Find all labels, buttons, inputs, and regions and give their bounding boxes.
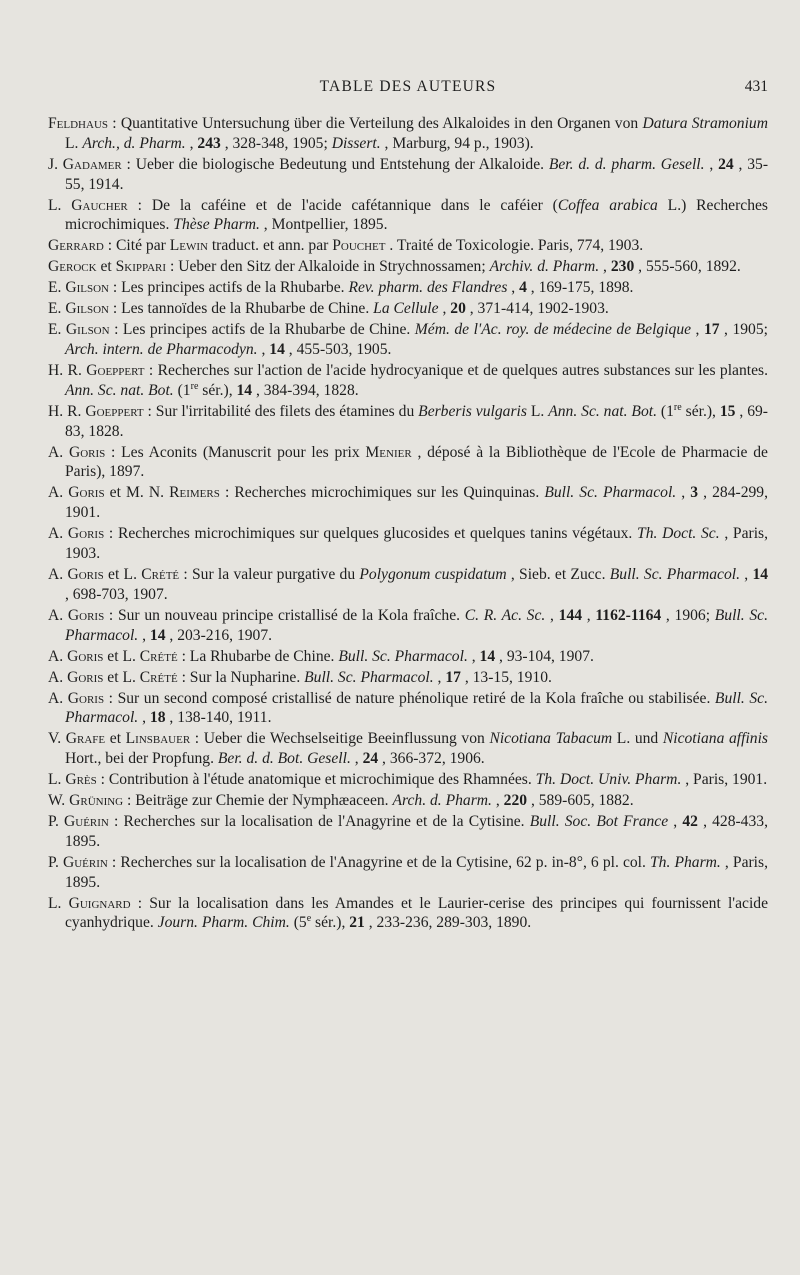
text: et L. bbox=[103, 668, 140, 686]
bibliography-entry bbox=[48, 114, 768, 154]
italic-text: Bull. Sc. Pharmacol. bbox=[338, 647, 468, 665]
author-name: Goris bbox=[67, 565, 104, 583]
text: , 233-236, 289-303, 1890. bbox=[364, 914, 532, 932]
bibliography-entry bbox=[48, 770, 768, 790]
text: : Recherches sur la localisation de l'Anagyrine et de la Cytisine. bbox=[108, 813, 530, 831]
text: : Cité par bbox=[103, 237, 170, 255]
text: (1 bbox=[657, 402, 674, 420]
author-name: Goris bbox=[67, 668, 104, 686]
bibliography-entry bbox=[48, 483, 768, 523]
text: , 13-15, 1910. bbox=[460, 668, 552, 686]
italic-text: Polygonum cuspidatum bbox=[359, 565, 507, 583]
bibliography-entry bbox=[48, 299, 768, 319]
italic-text: Th. Pharm. bbox=[650, 853, 721, 871]
text: , bbox=[691, 321, 704, 339]
text: : Recherches microchimiques sur quelques glucosides et quelques tanins végétaux. bbox=[104, 525, 638, 543]
text: , bbox=[467, 647, 480, 665]
text: : Ueber die Wechselseitige Beeinflussung von bbox=[190, 730, 490, 748]
bibliography-entry bbox=[48, 812, 768, 852]
italic-text: Rev. pharm. des Flandres bbox=[348, 279, 508, 297]
text: : De la caféine et de l'acide cafétannique dans le caféier ( bbox=[127, 196, 558, 214]
bibliography-entry bbox=[48, 729, 768, 769]
author-name: Gilson bbox=[65, 300, 109, 318]
text: Hort., bei der Propfung. bbox=[65, 750, 218, 768]
text: : Beiträge zur Chemie der Nymphæaceen. bbox=[123, 792, 393, 810]
text: A. bbox=[48, 606, 68, 624]
bibliography-entry bbox=[48, 894, 768, 934]
volume-number: 14 bbox=[269, 341, 285, 359]
text: : Sur un second composé cristallisé de nature phénolique retiré de la Kola fraîche ou stabilisée. bbox=[104, 689, 715, 707]
text: , déposé à la Bibliothèque de l'Ecole de Pharmacie de Paris), 1897. bbox=[65, 443, 768, 481]
text: L. bbox=[48, 196, 72, 214]
text: , 555-560, 1892. bbox=[634, 258, 741, 276]
italic-text: Bull. Soc. Bot France bbox=[529, 813, 669, 831]
text: , 455-503, 1905. bbox=[284, 341, 392, 359]
italic-text: Bull. Sc. Pharmacol. bbox=[65, 689, 769, 727]
text: L.) Recherches microchimiques. bbox=[65, 196, 768, 234]
author-name: Gilson bbox=[65, 321, 110, 339]
text: et L. bbox=[103, 647, 140, 665]
author-name: Goris bbox=[68, 443, 106, 461]
text: , 1906; bbox=[661, 606, 715, 624]
author-name: Grüning bbox=[69, 792, 124, 810]
volume-number: 42 bbox=[682, 813, 698, 831]
italic-text: Nicotiana affinis bbox=[662, 730, 768, 748]
page-header bbox=[48, 78, 768, 100]
volume-number: 21 bbox=[349, 914, 365, 932]
text: , 698-703, 1907. bbox=[65, 585, 168, 603]
text: J. bbox=[48, 155, 63, 173]
author-name: Guérin bbox=[63, 813, 109, 831]
text: . Traité de Toxicologie. Paris, 774, 1903. bbox=[385, 237, 644, 255]
author-name: Crété bbox=[139, 668, 178, 686]
author-name: Linsbauer bbox=[125, 730, 191, 748]
bibliography-entry bbox=[48, 647, 768, 667]
author-name: Crété bbox=[141, 565, 180, 583]
volume-number: 243 bbox=[197, 134, 221, 152]
text: : La Rhubarbe de Chine. bbox=[177, 647, 339, 665]
text: , bbox=[350, 750, 363, 768]
text: : Recherches microchimiques sur les Quinquinas. bbox=[219, 484, 545, 502]
text: , Paris, 1895. bbox=[65, 853, 768, 891]
bibliography-entry bbox=[48, 402, 768, 442]
text: et bbox=[105, 730, 126, 748]
superscript: re bbox=[190, 380, 199, 392]
italic-text: Mém. de l'Ac. roy. de médecine de Belgique bbox=[414, 321, 692, 339]
text: traduct. et ann. par bbox=[207, 237, 333, 255]
author-name: Guignard bbox=[68, 894, 131, 912]
text: , Montpellier, 1895. bbox=[259, 216, 388, 234]
text: , bbox=[507, 279, 520, 297]
volume-number: 20 bbox=[450, 300, 466, 318]
text: , bbox=[668, 813, 683, 831]
running-title: TABLE DES AUTEURS bbox=[319, 78, 497, 95]
author-name: Grès bbox=[65, 771, 97, 789]
bibliography-entry bbox=[48, 853, 768, 893]
author-name: Goris bbox=[67, 689, 105, 707]
text: , 69-83, 1828. bbox=[65, 402, 769, 440]
text: , 284-299, 1901. bbox=[65, 484, 769, 522]
bibliography-entry bbox=[48, 524, 768, 564]
bibliography-entry bbox=[48, 565, 768, 605]
text: , 35-55, 1914. bbox=[65, 155, 769, 193]
text: , 138-140, 1911. bbox=[165, 709, 272, 727]
text: , Paris, 1901. bbox=[681, 771, 768, 789]
italic-text: Berberis vulgaris bbox=[418, 402, 527, 420]
text: , bbox=[599, 258, 611, 276]
text: H. R. bbox=[48, 362, 87, 380]
bibliography-entry bbox=[48, 196, 768, 236]
bibliography-entry bbox=[48, 236, 768, 256]
volume-number: 17 bbox=[445, 668, 461, 686]
volume-number: 17 bbox=[703, 321, 720, 339]
text: , bbox=[138, 626, 150, 644]
italic-text: Dissert. bbox=[331, 134, 381, 152]
italic-text: Arch. intern. de Pharmacodyn. bbox=[65, 341, 258, 359]
text: , bbox=[545, 606, 559, 624]
italic-text: Archiv. d. Pharm. bbox=[489, 258, 600, 276]
text: A. bbox=[48, 565, 68, 583]
volume-number: 230 bbox=[610, 258, 635, 276]
text: , Marburg, 94 p., 1903). bbox=[380, 134, 534, 152]
text: L. und bbox=[612, 730, 663, 748]
text: (5 bbox=[289, 914, 307, 932]
text: : Sur un nouveau principe cristallisé de la Kola fraîche. bbox=[104, 606, 465, 624]
author-name: Gaucher bbox=[71, 196, 128, 214]
volume-number: 144 bbox=[558, 606, 583, 624]
bibliography-entry bbox=[48, 278, 768, 298]
bibliography-entry bbox=[48, 320, 768, 360]
text: sér.), bbox=[311, 914, 350, 932]
italic-text: Bull. Sc. Pharmacol. bbox=[609, 565, 740, 583]
italic-text: Bull. Sc. Pharmacol. bbox=[544, 484, 677, 502]
italic-text: Ber. d. d. pharm. Gesell. bbox=[548, 155, 705, 173]
text: sér.), bbox=[681, 402, 720, 420]
volume-number: 14 bbox=[752, 565, 769, 583]
text: : Ueber den Sitz der Alkaloide in Strychnossamen; bbox=[166, 258, 490, 276]
text: : Les principes actifs de la Rhubarbe de Chine. bbox=[109, 321, 415, 339]
superscript: e bbox=[306, 913, 312, 925]
bibliography-entry bbox=[48, 689, 768, 729]
text: , bbox=[257, 341, 270, 359]
volume-number: 1162-1164 bbox=[595, 606, 662, 624]
text: P. bbox=[48, 813, 64, 831]
text: , Sieb. et Zucc. bbox=[506, 565, 610, 583]
volume-number: 18 bbox=[149, 709, 166, 727]
text: A. bbox=[48, 443, 69, 461]
text: A. bbox=[48, 689, 68, 707]
text: : Ueber die biologische Bedeutung und Entstehung der Alkaloide. bbox=[121, 155, 549, 173]
bibliography-entry bbox=[48, 668, 768, 688]
text: , 371-414, 1902-1903. bbox=[465, 300, 609, 318]
volume-number: 24 bbox=[362, 750, 379, 768]
author-name: Grafe bbox=[65, 730, 106, 748]
text: A. bbox=[48, 647, 68, 665]
text: : Les principes actifs de la Rhubarbe. bbox=[108, 279, 349, 297]
author-name: Goeppert bbox=[86, 362, 145, 380]
text: , bbox=[438, 300, 451, 318]
text: A. bbox=[48, 484, 69, 502]
volume-number: 14 bbox=[149, 626, 166, 644]
text: sér.), bbox=[198, 381, 237, 399]
italic-text: Datura Stramonium bbox=[642, 115, 768, 132]
italic-text: Thèse Pharm. bbox=[173, 216, 260, 234]
text: E. bbox=[48, 321, 66, 339]
text: , 589-605, 1882. bbox=[527, 792, 634, 810]
italic-text: C. R. Ac. Sc. bbox=[464, 606, 546, 624]
text: : Les tannoïdes de la Rhubarbe de Chine. bbox=[108, 300, 374, 318]
text: , bbox=[185, 134, 198, 152]
italic-text: La Cellule bbox=[373, 300, 439, 318]
text: V. bbox=[48, 730, 66, 748]
volume-number: 14 bbox=[236, 381, 253, 399]
volume-number: 220 bbox=[503, 792, 528, 810]
italic-text: Coffea arabica bbox=[557, 196, 658, 214]
text: et M. N. bbox=[104, 484, 170, 502]
author-name: Feldhaus bbox=[48, 115, 109, 132]
text: , 428-433, 1895. bbox=[65, 813, 768, 850]
text: , 93-104, 1907. bbox=[495, 647, 594, 665]
italic-text: Ann. Sc. nat. Bot. bbox=[548, 402, 657, 420]
italic-text: Arch. d. Pharm. bbox=[392, 792, 492, 810]
text: , 328-348, 1905; bbox=[220, 134, 332, 152]
text: , bbox=[676, 484, 691, 502]
author-name: Lewin bbox=[169, 237, 208, 255]
author-name: Crété bbox=[139, 647, 178, 665]
italic-text: Bull. Sc. Pharmacol. bbox=[65, 606, 768, 644]
italic-text: Bull. Sc. Pharmacol. bbox=[304, 668, 434, 686]
author-name: Goris bbox=[68, 484, 105, 502]
italic-text: Th. Doct. Sc. bbox=[637, 525, 720, 543]
text: L. bbox=[48, 771, 66, 789]
text: , 203-216, 1907. bbox=[165, 626, 273, 644]
italic-text: Nicotiana Tabacum bbox=[489, 730, 613, 748]
author-name: Reimers bbox=[169, 484, 220, 502]
text: , 1905; bbox=[719, 321, 768, 339]
volume-number: 3 bbox=[690, 484, 699, 502]
italic-text: Arch., d. Pharm. bbox=[82, 134, 186, 152]
superscript: re bbox=[673, 401, 682, 413]
volume-number: 15 bbox=[719, 402, 736, 420]
text: , bbox=[740, 565, 753, 583]
volume-number: 14 bbox=[479, 647, 496, 665]
italic-text: Th. Doct. Univ. Pharm. bbox=[535, 771, 682, 789]
text: et L. bbox=[103, 565, 142, 583]
bibliography-entry bbox=[48, 606, 768, 646]
text: E. bbox=[48, 279, 66, 297]
text: : Quantitative Untersuchung über die Verteilung des Alkaloides in den Organen von bbox=[108, 115, 643, 132]
text: , 384-394, 1828. bbox=[252, 381, 359, 399]
text: L. bbox=[48, 894, 69, 912]
bibliography-list bbox=[48, 114, 768, 934]
text: , 366-372, 1906. bbox=[378, 750, 485, 768]
bibliography-entry bbox=[48, 155, 768, 195]
italic-text: Ber. d. d. Bot. Gesell. bbox=[217, 750, 351, 768]
author-name: Gerock bbox=[48, 258, 97, 276]
italic-text: Ann. Sc. nat. Bot. bbox=[65, 381, 174, 399]
author-name: Menier bbox=[365, 443, 412, 461]
text: P. bbox=[48, 853, 63, 871]
text: L. bbox=[65, 134, 83, 152]
author-name: Gilson bbox=[65, 279, 109, 297]
text: : Les Aconits (Manuscrit pour les prix bbox=[105, 443, 366, 461]
text: : Sur l'irritabilité des filets des étamines du bbox=[143, 402, 419, 420]
text: A. bbox=[48, 525, 68, 543]
page-number: 431 bbox=[744, 78, 768, 95]
author-name: Goeppert bbox=[85, 402, 144, 420]
text: : Recherches sur la localisation de l'Anagyrine et de la Cytisine, 62 p. in-8°, 6 pl. col. bbox=[107, 853, 650, 871]
text: : Sur la Nupharine. bbox=[177, 668, 305, 686]
text: W. bbox=[48, 792, 70, 810]
text: , 169-175, 1898. bbox=[526, 279, 634, 297]
author-name: Skippari bbox=[115, 258, 167, 276]
author-name: Gerrard bbox=[48, 237, 104, 255]
text: , bbox=[433, 668, 446, 686]
text: , bbox=[582, 606, 596, 624]
text: : Contribution à l'étude anatomique et microchimique des Rhamnées. bbox=[96, 771, 536, 789]
text: E. bbox=[48, 300, 66, 318]
bibliography-entry bbox=[48, 791, 768, 811]
text: L. bbox=[526, 402, 549, 420]
text: , bbox=[491, 792, 504, 810]
italic-text: Journ. Pharm. Chim. bbox=[157, 914, 290, 932]
text: , bbox=[138, 709, 150, 727]
bibliography-entry bbox=[48, 257, 768, 277]
author-name: Guérin bbox=[62, 853, 108, 871]
bibliography-entry bbox=[48, 443, 768, 483]
author-name: Gadamer bbox=[62, 155, 122, 173]
text: , bbox=[704, 155, 719, 173]
text: (1 bbox=[173, 381, 191, 399]
text: et bbox=[96, 258, 116, 276]
text: A. bbox=[48, 668, 68, 686]
text: : Recherches sur l'action de l'acide hydrocyanique et de quelques autres substances sur les plantes. bbox=[144, 362, 768, 380]
text: H. R. bbox=[48, 402, 86, 420]
volume-number: 4 bbox=[519, 279, 527, 297]
volume-number: 24 bbox=[718, 155, 734, 173]
author-name: Pouchet bbox=[332, 237, 386, 255]
bibliography-entry bbox=[48, 361, 768, 401]
text: , Paris, 1903. bbox=[65, 525, 769, 562]
author-name: Goris bbox=[67, 606, 105, 624]
author-name: Goris bbox=[67, 525, 105, 543]
author-name: Goris bbox=[67, 647, 104, 665]
text: : Sur la valeur purgative du bbox=[179, 565, 360, 583]
text: : Sur la localisation dans les Amandes et le Laurier-cerise des principes qui fournissent l'acide cyanhydrique. bbox=[65, 894, 768, 932]
